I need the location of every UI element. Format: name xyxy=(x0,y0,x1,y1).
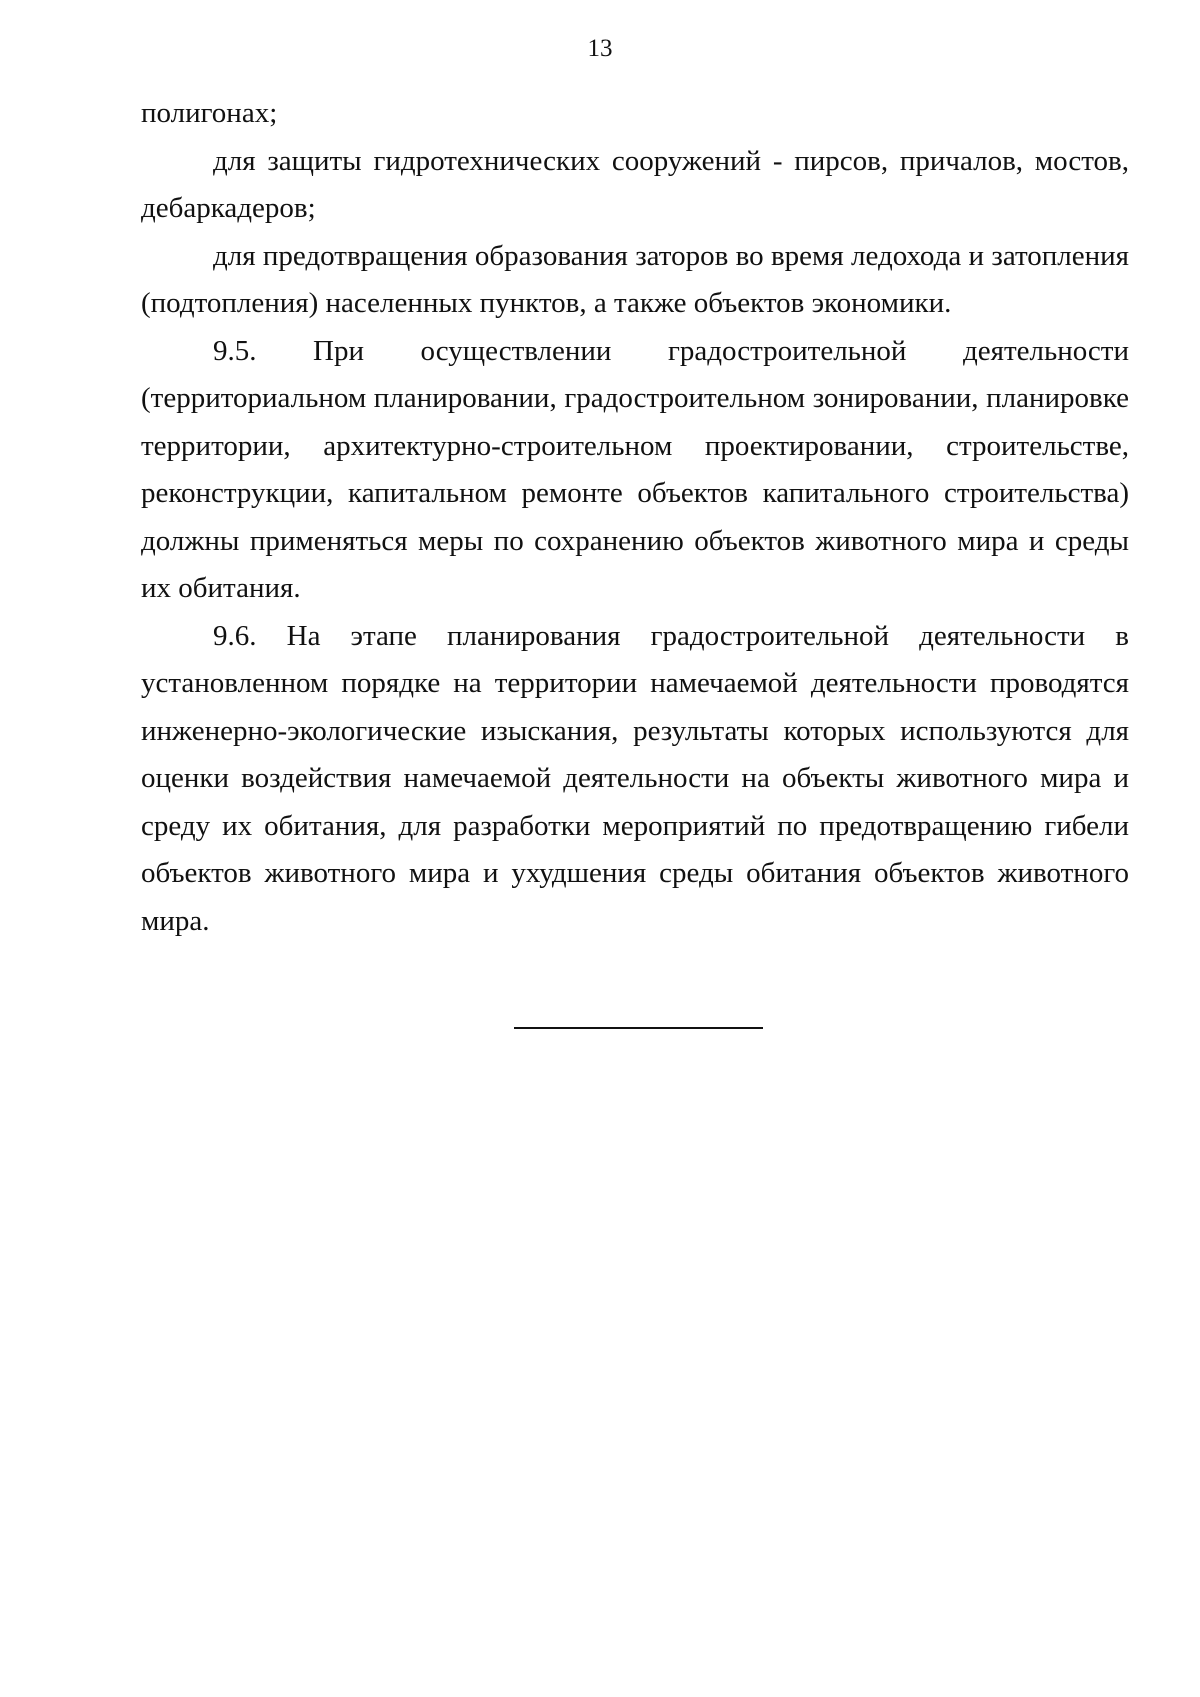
paragraph-ice-jams: для предотвращения образования заторов во время ледохода и затопления (подтопления) населенных пунктов, а также объектов экономики. xyxy=(141,239,1129,319)
paragraph-continuation: полигонах; xyxy=(141,97,278,129)
paragraph-9-6: 9.6. На этапе планирования градостроительной деятельности в установленном порядке на территории намечаемой деятельности проводятся инженерно-экологические изыскания, результаты которых используются для оценки воздействия намечаемой деятельности на объекты животного мира и среду их обитания, для разработки мероприятий по предотвращению гибели объектов животного мира и ухудшения среды обитания объектов животного мира. xyxy=(141,619,1129,937)
page-number: 13 xyxy=(587,35,613,62)
paragraph-hydro-structures: для защиты гидротехнических сооружений - пирсов, причалов, мостов, дебаркадеров; xyxy=(141,144,1129,224)
paragraph-9-5: 9.5. При осуществлении градостроительной деятельности (территориальном планировании, градостроительном зонировании, планировке территории, архитектурно-строительном проектировании, строительстве, реконструкции, капитальном ремонте объектов капитального строительства) должны применяться меры по сохранению объектов животного мира и среды их обитания. xyxy=(141,334,1129,604)
document-body xyxy=(141,90,1129,945)
closing-divider xyxy=(514,1027,763,1029)
